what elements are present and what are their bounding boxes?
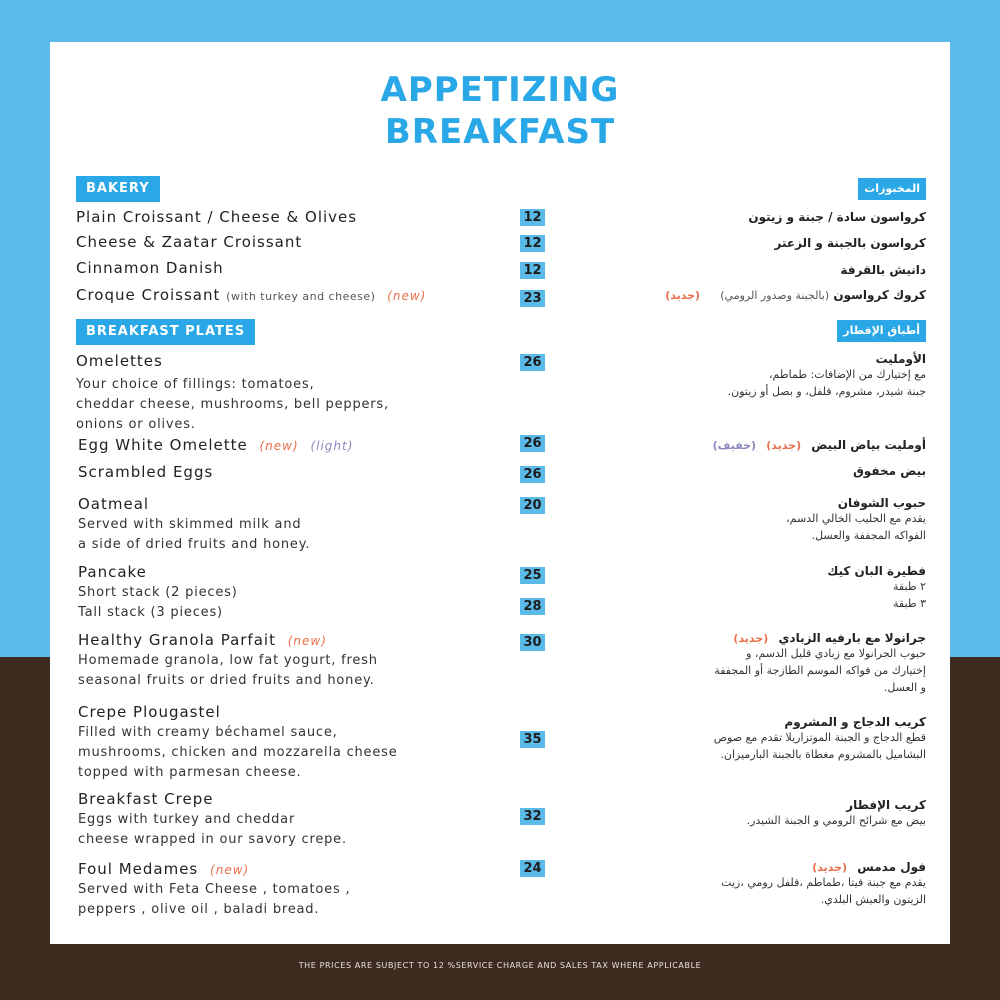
desc-line: cheese wrapped in our savory crepe.	[78, 832, 347, 847]
desc-line-ar: يقدم مع الحليب الخالي الدسم،	[786, 512, 926, 525]
item-pancake-ar	[827, 564, 926, 612]
item-granola-name-ar	[714, 631, 926, 645]
desc-line: cheddar cheese, mushrooms, bell peppers,	[76, 397, 389, 412]
item-crepe-plougastel-desc	[78, 723, 398, 783]
item-granola-desc	[78, 651, 378, 691]
desc-line-ar: البشاميل بالمشروم مغطاة بالجبنة البارميزان.	[720, 748, 926, 761]
item-plain-croissant: Plain Croissant / Cheese & Olives	[76, 208, 358, 226]
item-granola-name: Healthy Granola Parfait	[78, 631, 276, 649]
new-badge-ar: (جديد)	[766, 439, 802, 452]
price-cheese-zaatar-croissant: 12	[520, 235, 545, 252]
price-croque-croissant: 23	[520, 290, 545, 307]
item-foul-name: Foul Medames	[78, 860, 199, 878]
desc-line-ar: قطع الدجاج و الجبنة الموتزاريلا تقدم مع صوص	[713, 731, 926, 744]
item-foul-name-ar	[721, 860, 926, 874]
desc-line-ar: مع إختيارك من الإضافات: طماطم،	[768, 368, 926, 381]
item-pancake: Pancake	[78, 563, 147, 581]
section-plates-heading-ar: أطباق الإفطار	[837, 320, 926, 342]
desc-line: Homemade granola, low fat yogurt, fresh	[78, 653, 378, 668]
price-pancake-tall: 28	[520, 598, 545, 615]
item-oatmeal-ar	[786, 496, 926, 544]
item-croque-croissant-note-ar: (بالجبنة وصدور الرومي)	[720, 289, 830, 302]
desc-line-ar: الفواكه المجففة والعسل.	[811, 529, 926, 542]
menu-title-line2: BREAKFAST	[384, 112, 616, 152]
desc-line: mushrooms, chicken and mozzarella cheese	[78, 745, 398, 760]
item-croque-croissant	[76, 286, 426, 304]
desc-line: Served with skimmed milk and	[78, 517, 302, 532]
item-scrambled-eggs-ar: بيض مخفوق	[853, 464, 926, 478]
item-crepe-plougastel-ar	[714, 715, 926, 763]
menu-title-line1: APPETIZING	[380, 70, 620, 110]
new-badge: (new)	[287, 634, 327, 648]
price-pancake-short: 25	[520, 567, 545, 584]
item-croque-croissant-name: Croque Croissant	[76, 286, 221, 304]
item-breakfast-crepe-name-ar: كريب الإفطار	[846, 798, 926, 812]
item-breakfast-crepe: Breakfast Crepe	[78, 790, 214, 808]
desc-line: Filled with creamy béchamel sauce,	[78, 725, 338, 740]
light-badge: (light)	[310, 439, 354, 453]
item-egg-white-name: Egg White Omelette	[78, 436, 248, 454]
desc-line: onions or olives.	[76, 417, 196, 432]
item-cheese-zaatar-croissant: Cheese & Zaatar Croissant	[76, 233, 303, 251]
price-breakfast-crepe: 32	[520, 808, 545, 825]
item-granola-ar	[714, 631, 926, 696]
price-plain-croissant: 12	[520, 209, 545, 226]
item-omelettes-desc	[76, 375, 389, 435]
price-egg-white-omelette: 26	[520, 435, 545, 452]
item-breakfast-crepe-ar	[747, 798, 926, 829]
desc-line-ar: يقدم مع جبنة فيتا ،طماطم ،فلفل رومي ،زيت	[721, 876, 926, 889]
item-breakfast-crepe-desc	[78, 810, 347, 850]
desc-line: Your choice of fillings: tomatoes,	[76, 377, 315, 392]
item-foul-desc	[78, 880, 350, 920]
item-egg-white-name-ar: أومليت بياض البيض	[811, 438, 926, 452]
section-plates-heading: BREAKFAST PLATES	[76, 319, 255, 345]
item-egg-white-omelette	[78, 436, 353, 454]
desc-line-ar: الزيتون والعيش البلدي.	[820, 893, 926, 906]
desc-line-ar: بيض مع شرائح الرومي و الجبنة الشيدر.	[746, 814, 926, 827]
item-croque-croissant-name-ar: كروك كرواسون	[833, 288, 926, 302]
item-omelettes: Omelettes	[76, 352, 163, 370]
desc-line-ar: ٢ طبقة	[893, 580, 926, 593]
new-badge-ar: (جديد)	[665, 289, 701, 302]
desc-line-ar: ٣ طبقة	[893, 597, 926, 610]
item-foul-title-ar: فول مدمس	[857, 860, 926, 874]
pancake-short-stack: Short stack (2 pieces)	[78, 585, 238, 600]
item-scrambled-eggs: Scrambled Eggs	[78, 463, 214, 481]
section-bakery-heading: BAKERY	[76, 176, 160, 202]
price-scrambled-eggs: 26	[520, 466, 545, 483]
menu-card	[50, 42, 950, 944]
desc-line-ar: و العسل.	[883, 681, 926, 694]
section-bakery-heading-ar: المخبوزات	[858, 178, 926, 200]
item-pancake-desc	[78, 583, 238, 623]
new-badge-ar: (جديد)	[812, 861, 848, 874]
item-foul-medames	[78, 860, 249, 878]
price-omelettes: 26	[520, 354, 545, 371]
price-foul-medames: 24	[520, 860, 545, 877]
item-granola-title-ar: جرانولا مع بارفيه الزبادي	[778, 631, 926, 645]
desc-line: a side of dried fruits and honey.	[78, 537, 311, 552]
new-badge: (new)	[259, 439, 299, 453]
item-egg-white-omelette-ar	[713, 438, 926, 452]
new-badge-ar: (جديد)	[733, 632, 769, 645]
footer-note: THE PRICES ARE SUBJECT TO 12 %SERVICE CHARGE AND SALES TAX WHERE APPLICABLE	[298, 961, 702, 970]
light-badge-ar: (خفيف)	[712, 439, 757, 452]
desc-line: Served with Feta Cheese , tomatoes ,	[78, 882, 351, 897]
desc-line-ar: حبوب الجرانولا مع زبادي قليل الدسم، و	[746, 647, 926, 660]
item-granola-parfait	[78, 631, 327, 649]
item-omelettes-name-ar: الأومليت	[875, 352, 926, 366]
desc-line-ar: جبنة شيدر، مشروم، فلفل، و بصل أو زيتون.	[727, 385, 926, 398]
new-badge: (new)	[210, 863, 250, 877]
new-badge: (new)	[387, 289, 427, 303]
item-foul-ar	[721, 860, 926, 908]
price-cinnamon-danish: 12	[520, 262, 545, 279]
price-granola-parfait: 30	[520, 634, 545, 651]
desc-line: seasonal fruits or dried fruits and honey.	[78, 673, 375, 688]
price-oatmeal: 20	[520, 497, 545, 514]
item-oatmeal-desc	[78, 515, 310, 555]
item-oatmeal: Oatmeal	[78, 495, 150, 513]
item-cinnamon-danish-ar: دانيش بالقرفة	[840, 263, 926, 277]
item-oatmeal-name-ar: حبوب الشوفان	[837, 496, 926, 510]
item-omelettes-ar	[728, 352, 926, 400]
item-croque-croissant-note: (with turkey and cheese)	[226, 290, 376, 303]
price-crepe-plougastel: 35	[520, 731, 545, 748]
pancake-tall-stack: Tall stack (3 pieces)	[78, 605, 223, 620]
item-crepe-plougastel: Crepe Plougastel	[78, 703, 221, 721]
desc-line: Eggs with turkey and cheddar	[78, 812, 296, 827]
item-crepe-plougastel-name-ar: كريب الدجاج و المشروم	[784, 715, 926, 729]
item-cheese-zaatar-croissant-ar: كرواسون بالجبنة و الزعتر	[774, 236, 926, 250]
item-pancake-name-ar: فطيرة البان كيك	[827, 564, 926, 578]
item-croque-croissant-ar	[665, 288, 926, 302]
desc-line: topped with parmesan cheese.	[78, 765, 302, 780]
item-plain-croissant-ar: كرواسون سادة / جبنة و زيتون	[748, 210, 926, 224]
desc-line-ar: إختيارك من فواكه الموسم الطازجة أو المجففة	[714, 664, 926, 677]
item-cinnamon-danish: Cinnamon Danish	[76, 259, 224, 277]
desc-line: peppers , olive oil , baladi bread.	[78, 902, 320, 917]
